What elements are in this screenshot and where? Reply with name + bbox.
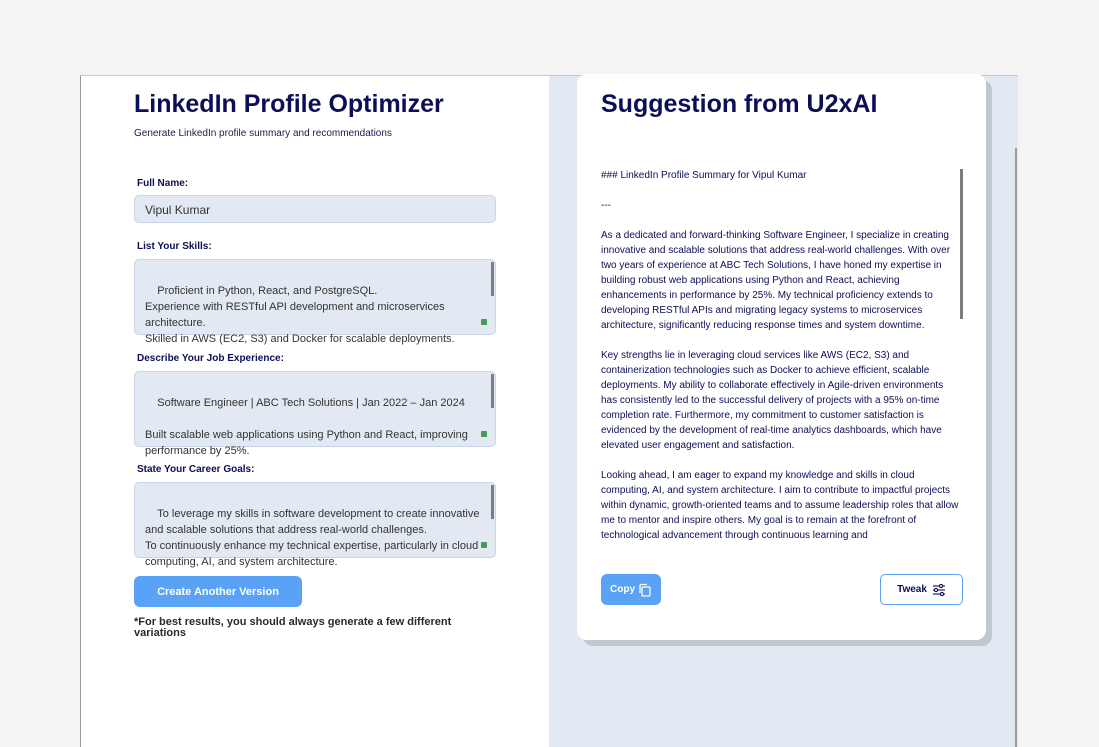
create-another-version-button[interactable]: Create Another Version [134,576,302,607]
sliders-icon [932,584,946,596]
resize-handle-icon[interactable] [481,542,487,548]
full-name-input[interactable]: Vipul Kumar [134,195,496,223]
copy-button[interactable] [601,574,661,605]
resize-handle-icon[interactable] [481,319,487,325]
suggestion-heading: ### LinkedIn Profile Summary for Vipul Kumar [601,170,807,181]
suggestion-divider: --- [601,200,611,211]
suggestion-card [577,74,986,640]
skills-textarea[interactable] [134,259,496,345]
best-results-note: *For best results, you should always generate a few different variations [134,616,452,639]
goals-label: State Your Career Goals: [137,464,255,475]
experience-scrollbar[interactable] [491,374,494,408]
suggestion-paragraph: Key strengths lie in leveraging cloud services like AWS (EC2, S3) and containerization technologies such as Docker to achieve efficient, scalable deployments. My ability to collaborate effectively in Agile-driven environments has consistently led to the successful delivery of projects with a 95% on-time completion rate. Furthermore, my commitment to customer satisfaction is evidenced by the development of real-time analytics dashboards, which have elevated user engagement and satisfaction. [601,350,944,451]
skills-scrollbar[interactable] [491,262,494,296]
page-title: LinkedIn Profile Optimizer [134,90,444,118]
copy-icon [638,583,652,597]
full-name-label: Full Name: [137,178,189,189]
app-frame [80,75,1018,747]
window-edge [1015,148,1017,747]
suggestion-paragraph: Looking ahead, I am eager to expand my knowledge and skills in cloud computing, AI, and system architecture. I aim to contribute to impactful projects within dynamic, growth-oriented teams and to assume leadership roles that allow me to mentor and inspire others. My goal is to remain at the forefront of technological advancement through continuous learning and [601,470,959,541]
skills-label: List Your Skills: [137,241,212,252]
tweak-button[interactable] [880,574,963,605]
goals-textarea[interactable] [134,482,496,568]
experience-text: Software Engineer | ABC Tech Solutions | Jan 2022 – Jan 2024 Built scalable web applications using Python and React, improving performance by 25%. [145,397,468,457]
experience-textarea[interactable] [134,371,496,457]
suggestion-title: Suggestion from U2xAI [601,90,878,118]
experience-label: Describe Your Job Experience: [137,353,284,364]
suggestion-scrollbar[interactable] [960,169,963,319]
goals-scrollbar[interactable] [491,485,494,519]
page-subtitle: Generate LinkedIn profile summary and recommendations [134,128,392,139]
copy-label: Copy [610,584,635,595]
suggestion-text [601,168,961,558]
tweak-label: Tweak [897,584,927,595]
suggestion-paragraph: As a dedicated and forward-thinking Software Engineer, I specialize in creating innovative and scalable solutions that address real-world challenges. With over two years of experience at ABC Tech Solutions, I have honed my expertise in building robust web applications using Python and React, achieving enhancements in performance by 25%. My technical proficiency extends to developing RESTful APIs and migrating legacy systems to microservices architecture, significantly reducing response times and system downtime. [601,230,951,331]
goals-text: To leverage my skills in software development to create innovative and scalable solutions that address real-world challenges. To continuously enhance my technical expertise, particularly in cloud computing, AI, and system architecture. [145,508,480,568]
skills-text: Proficient in Python, React, and PostgreSQL. Experience with RESTful API development and microservices architecture. Skilled in AWS (EC2, S3) and Docker for scalable deployments. [145,285,455,345]
resize-handle-icon[interactable] [481,431,487,437]
